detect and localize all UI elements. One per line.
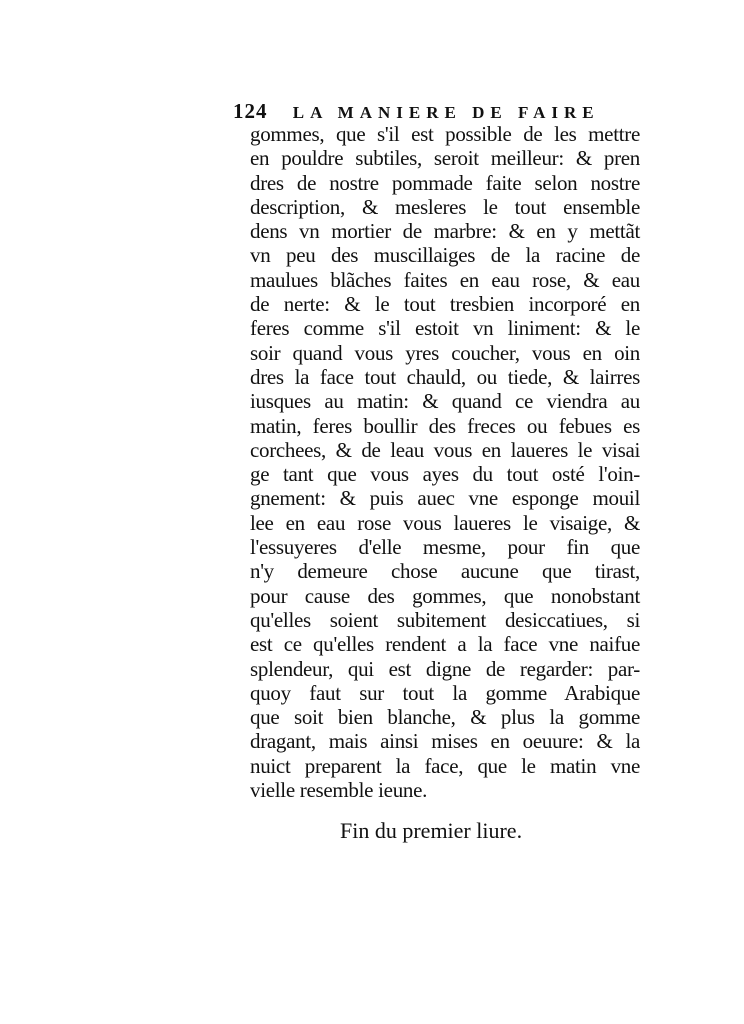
text-line: nuict preparent la face, que le matin vne (250, 753, 640, 778)
text-line: l'essuyeres d'elle mesme, pour fin que (250, 535, 640, 560)
text-line: soir quand vous yres coucher, vous en oin (250, 340, 640, 365)
text-line: vn peu des muscillaiges de la racine de (250, 243, 640, 268)
text-line: pour cause des gommes, que nonobstant (250, 583, 640, 608)
text-line: splendeur, qui est digne de regarder: par- (250, 656, 640, 681)
text-line: de nerte: & le tout tresbien incorporé en (250, 292, 640, 317)
text-line: maulues blãches faites en eau rose, & eau (250, 267, 640, 292)
text-line: n'y demeure chose aucune que tirast, (250, 559, 640, 584)
text-line: iusques au matin: & quand ce viendra au (250, 389, 640, 414)
text-line: qu'elles soient subitement desiccatiues, si (250, 607, 640, 632)
text-line: vielle resemble ieune. (250, 778, 428, 803)
body-text (250, 122, 640, 802)
text-line: en pouldre subtiles, seroit meilleur: & pren (250, 146, 640, 171)
text-line: matin, feres boullir des freces ou febues es (250, 413, 640, 438)
text-line: est ce qu'elles rendent a la face vne naifue (250, 632, 640, 657)
chapter-explicit: Fin du premier liure. (340, 818, 523, 843)
text-line: dres la face tout chauld, ou tiede, & lairres (250, 364, 640, 389)
text-line: corchees, & de leau vous en laueres le visai (250, 437, 640, 462)
text-line: que soit bien blanche, & plus la gomme (250, 705, 640, 730)
text-line: lee en eau rose vous laueres le visaige, & (250, 510, 640, 535)
text-line: gommes, que s'il est possible de les mettre (250, 122, 640, 146)
text-line: dens vn mortier de marbre: & en y mettãt (250, 219, 640, 244)
text-line: quoy faut sur tout la gomme Arabique (250, 680, 640, 705)
text-line: dres de nostre pommade faite selon nostre (250, 170, 640, 195)
text-line: gnement: & puis auec vne esponge mouil (250, 486, 640, 511)
page-number: 124 (233, 99, 268, 123)
text-line: ge tant que vous ayes du tout osté l'oin- (250, 462, 640, 487)
running-title: LA MANIERE DE FAIRE (292, 103, 600, 122)
text-line: feres comme s'il estoit vn liniment: & le (250, 316, 640, 341)
text-line: dragant, mais ainsi mises en oeuure: & la (250, 729, 640, 754)
text-line: description, & mesleres le tout ensemble (250, 194, 640, 219)
